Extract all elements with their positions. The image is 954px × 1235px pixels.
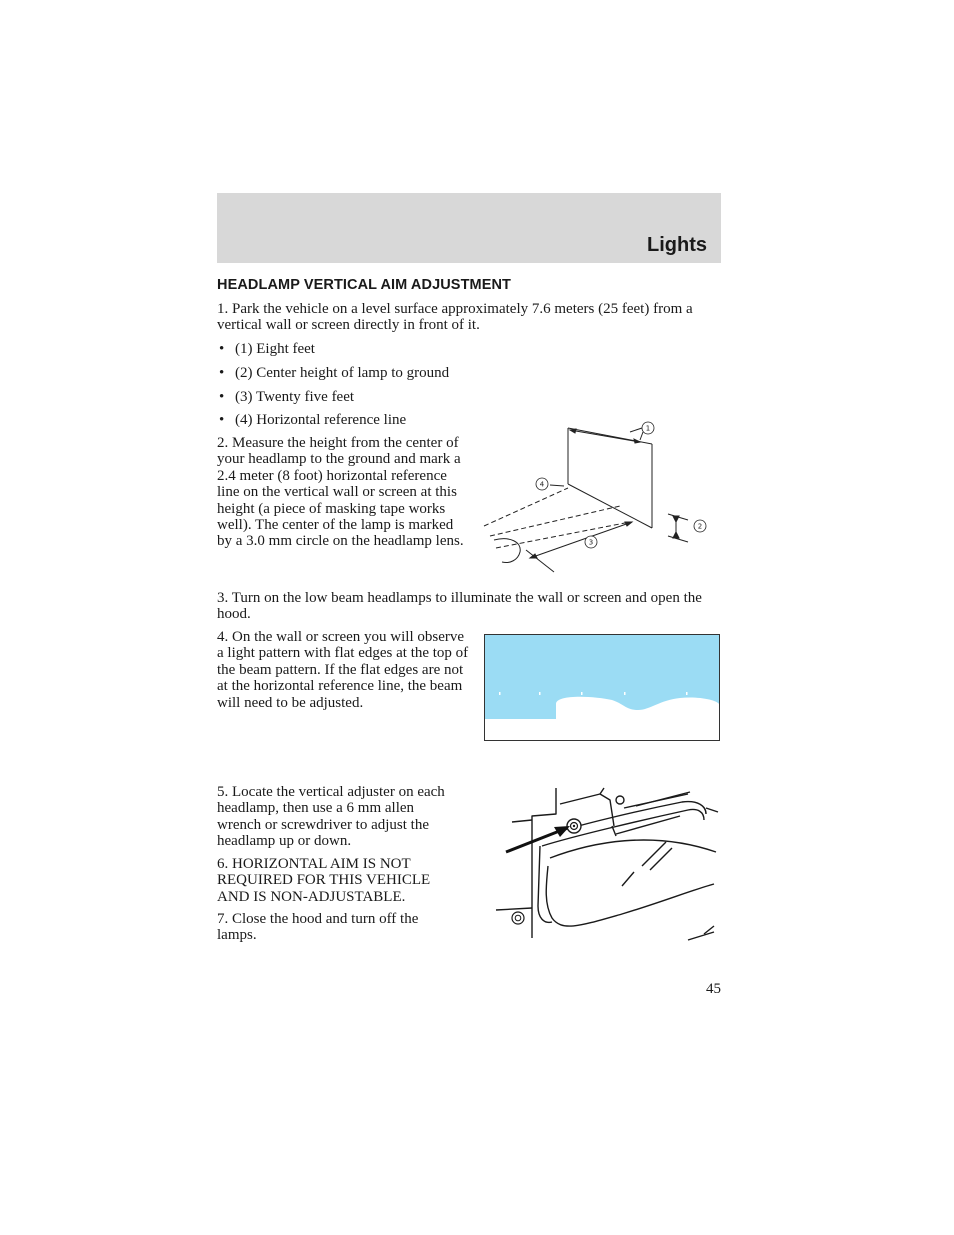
step-6-text: 6. HORIZONTAL AIM IS NOT REQUIRED FOR THIS VEHICLE AND IS NON-ADJUSTABLE. bbox=[217, 856, 431, 905]
header-band bbox=[217, 193, 721, 263]
step-1-text: 1. Park the vehicle on a level surface approximately 7.6 meters (25 feet) from a vertical wall or screen directly in front of it. bbox=[217, 301, 693, 334]
callout-3: 3 bbox=[588, 538, 594, 547]
list-item: • (3) Twenty five feet bbox=[219, 388, 355, 405]
callout-4: 4 bbox=[539, 480, 545, 489]
list-item-text: (1) Eight feet bbox=[235, 341, 315, 357]
callout-1: 1 bbox=[645, 424, 651, 433]
aim-distance-diagram bbox=[480, 418, 714, 574]
callout-2: 2 bbox=[697, 522, 703, 531]
step-7-text: 7. Close the hood and turn off the lamps. bbox=[217, 911, 419, 944]
step-3-text: 3. Turn on the low beam headlamps to illuminate the wall or screen and open the hood. bbox=[217, 590, 702, 623]
list-item-text: (2) Center height of lamp to ground bbox=[235, 364, 450, 381]
section-heading: HEADLAMP VERTICAL AIM ADJUSTMENT bbox=[217, 277, 512, 293]
list-item-text: (4) Horizontal reference line bbox=[235, 412, 407, 429]
list-item: • (4) Horizontal reference line bbox=[219, 412, 407, 429]
callout-legend-list bbox=[217, 341, 449, 436]
list-item: • (2) Center height of lamp to ground bbox=[219, 364, 450, 381]
beam-pattern-figure bbox=[484, 634, 720, 742]
step-4-text: 4. On the wall or screen you will observe a light pattern with flat edges at the top of the beam pattern. If the flat edges are not at the horizontal reference line, the beam will need to be adjusted. bbox=[217, 629, 469, 711]
list-item: • (1) Eight feet bbox=[219, 341, 315, 357]
list-item-text: (3) Twenty five feet bbox=[235, 388, 355, 405]
headlamp-adjuster-figure bbox=[492, 786, 722, 946]
step-2-text: 2. Measure the height from the center of your headlamp to the ground and mark a 2.4 meter (8 foot) horizontal reference line on the vertical wall or screen at this height (a piece of masking tape works well). The center of the lamp is marked by a 3.0 mm circle on the headlamp lens. bbox=[217, 435, 464, 550]
step-5-text: 5. Locate the vertical adjuster on each headlamp, then use a 6 mm allen wrench or screwdriver to adjust the headlamp up or down. bbox=[217, 784, 445, 850]
page-number: 45 bbox=[706, 981, 721, 997]
page-section-title: Lights bbox=[647, 234, 707, 256]
